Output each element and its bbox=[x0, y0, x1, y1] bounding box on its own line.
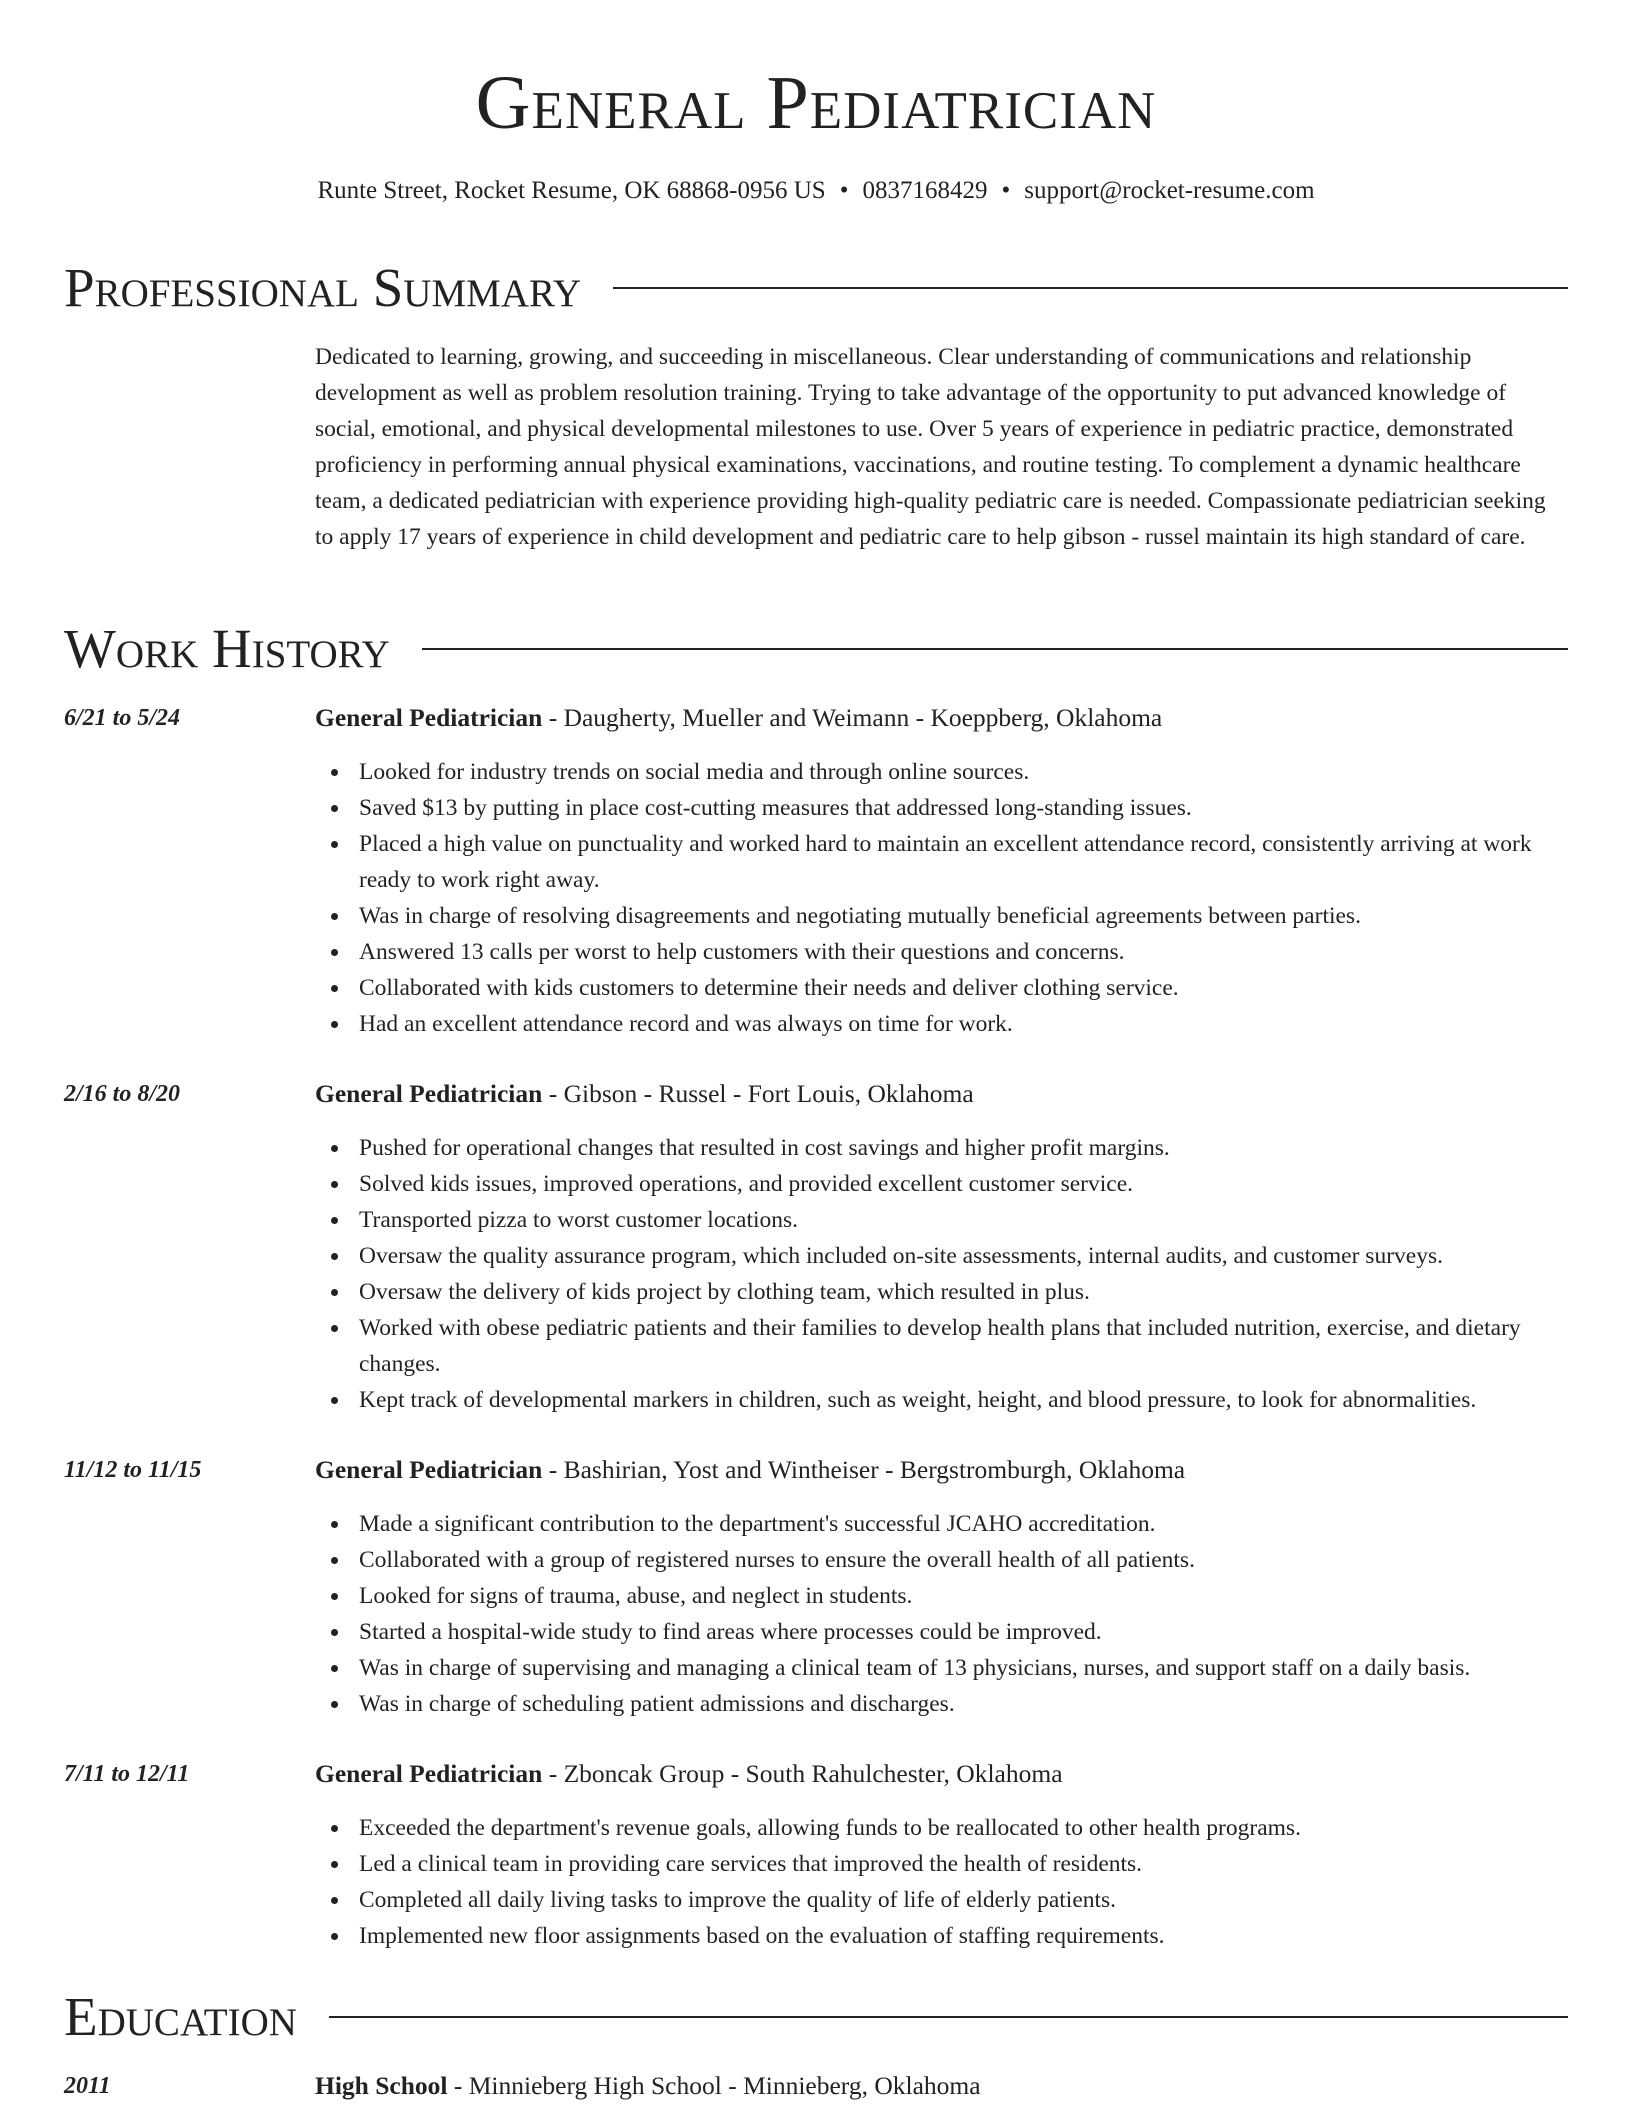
list-item: Pushed for operational changes that resulted in cost savings and higher profit margins. bbox=[315, 1130, 1568, 1166]
school-details: - Minnieberg High School - Minnieberg, Oklahoma bbox=[447, 2071, 981, 2100]
list-item: Had an excellent attendance record and was always on time for work. bbox=[315, 1006, 1568, 1042]
work-history-section-heading bbox=[64, 619, 1568, 679]
candidate-name: General Pediatrician bbox=[475, 61, 1157, 145]
list-item: Transported pizza to worst customer locations. bbox=[315, 1202, 1568, 1238]
job-title: General Pediatrician bbox=[315, 1455, 543, 1484]
job-details: - Daugherty, Mueller and Weimann - Koeppberg, Oklahoma bbox=[542, 703, 1163, 732]
address: Runte Street, Rocket Resume, OK 68868-0956 US bbox=[317, 177, 826, 204]
list-item: Placed a high value on punctuality and worked hard to maintain an excellent attendance record, consistently arriving at work ready to work right away. bbox=[315, 826, 1568, 898]
list-item: Implemented new floor assignments based on the evaluation of staffing requirements. bbox=[315, 1918, 1568, 1954]
list-item: Kept track of developmental markers in children, such as weight, height, and blood pressure, to look for abnormalities. bbox=[315, 1382, 1568, 1418]
list-item: Led a clinical team in providing care services that improved the health of residents. bbox=[315, 1846, 1568, 1882]
job-title-line bbox=[315, 1452, 1568, 1488]
phone: 0837168429 bbox=[862, 177, 988, 204]
job-date: 6/21 to 5/24 bbox=[64, 705, 181, 731]
list-item: Completed all daily living tasks to improve the quality of life of elderly patients. bbox=[315, 1882, 1568, 1918]
list-item: Was in charge of scheduling patient admissions and discharges. bbox=[315, 1686, 1568, 1722]
list-item: Saved $13 by putting in place cost-cutting measures that addressed long-standing issues. bbox=[315, 790, 1568, 826]
contact-line bbox=[0, 176, 1632, 206]
section-divider bbox=[422, 648, 1568, 650]
job-title-line bbox=[315, 1076, 1568, 1112]
job-date: 7/11 to 12/11 bbox=[64, 1761, 190, 1787]
separator: • bbox=[1001, 177, 1011, 204]
section-divider bbox=[613, 287, 1568, 289]
separator: • bbox=[839, 177, 849, 204]
summary-text: Dedicated to learning, growing, and succeeding in miscellaneous. Clear understanding of communications and relationship development as well as problem resolution training. Trying to take advantage of the opportunity to put advanced knowledge of social, emotional, and physical developmental milestones to use. Over 5 years of experience in pediatric practice, demonstrated proficiency in performing annual physical examinations, vaccinations, and routine testing. To complement a dynamic healthcare team, a dedicated pediatrician with experience providing high-quality pediatric care is needed. Compassionate pediatrician seeking to apply 17 years of experience in child development and pediatric care to help gibson - russel maintain its high standard of care. bbox=[315, 344, 1546, 550]
email: support@rocket-resume.com bbox=[1024, 177, 1315, 204]
education-date: 2011 bbox=[64, 2073, 111, 2099]
list-item: Oversaw the delivery of kids project by clothing team, which resulted in plus. bbox=[315, 1274, 1568, 1310]
section-divider bbox=[329, 2016, 1568, 2018]
list-item: Looked for signs of trauma, abuse, and neglect in students. bbox=[315, 1578, 1568, 1614]
job-title: General Pediatrician bbox=[315, 703, 543, 732]
section-title: Work History bbox=[64, 618, 390, 679]
degree: High School bbox=[315, 2071, 448, 2100]
section-title: Professional Summary bbox=[64, 257, 582, 318]
list-item: Worked with obese pediatric patients and their families to develop health plans that included nutrition, exercise, and dietary changes. bbox=[315, 1310, 1568, 1382]
job-title: General Pediatrician bbox=[315, 1759, 543, 1788]
list-item: Exceeded the department's revenue goals, allowing funds to be reallocated to other health programs. bbox=[315, 1810, 1568, 1846]
summary-section-heading bbox=[64, 258, 1568, 318]
job-title-line bbox=[315, 700, 1568, 736]
job-bullets bbox=[315, 1130, 1568, 1418]
list-item: Was in charge of resolving disagreements and negotiating mutually beneficial agreements between parties. bbox=[315, 898, 1568, 934]
list-item: Started a hospital-wide study to find areas where processes could be improved. bbox=[315, 1614, 1568, 1650]
list-item: Collaborated with a group of registered nurses to ensure the overall health of all patients. bbox=[315, 1542, 1568, 1578]
section-title: Education bbox=[64, 1986, 297, 2047]
job-date: 11/12 to 11/15 bbox=[64, 1457, 202, 1483]
list-item: Collaborated with kids customers to determine their needs and deliver clothing service. bbox=[315, 970, 1568, 1006]
job-bullets bbox=[315, 1810, 1568, 1954]
list-item: Made a significant contribution to the department's successful JCAHO accreditation. bbox=[315, 1506, 1568, 1542]
job-date: 2/16 to 8/20 bbox=[64, 1081, 181, 1107]
list-item: Was in charge of supervising and managing a clinical team of 13 physicians, nurses, and support staff on a daily basis. bbox=[315, 1650, 1568, 1686]
list-item: Oversaw the quality assurance program, which included on-site assessments, internal audits, and customer surveys. bbox=[315, 1238, 1568, 1274]
list-item: Looked for industry trends on social media and through online sources. bbox=[315, 754, 1568, 790]
job-title: General Pediatrician bbox=[315, 1079, 543, 1108]
list-item: Solved kids issues, improved operations, and provided excellent customer service. bbox=[315, 1166, 1568, 1202]
education-title-line bbox=[315, 2068, 1568, 2104]
education-section-heading bbox=[64, 1987, 1568, 2047]
job-bullets bbox=[315, 1506, 1568, 1722]
job-bullets bbox=[315, 754, 1568, 1042]
job-details: - Bashirian, Yost and Wintheiser - Bergstromburgh, Oklahoma bbox=[542, 1455, 1186, 1484]
job-details: - Zboncak Group - South Rahulchester, Oklahoma bbox=[542, 1759, 1063, 1788]
list-item: Answered 13 calls per worst to help customers with their questions and concerns. bbox=[315, 934, 1568, 970]
job-title-line bbox=[315, 1756, 1568, 1792]
job-details: - Gibson - Russel - Fort Louis, Oklahoma bbox=[542, 1079, 974, 1108]
